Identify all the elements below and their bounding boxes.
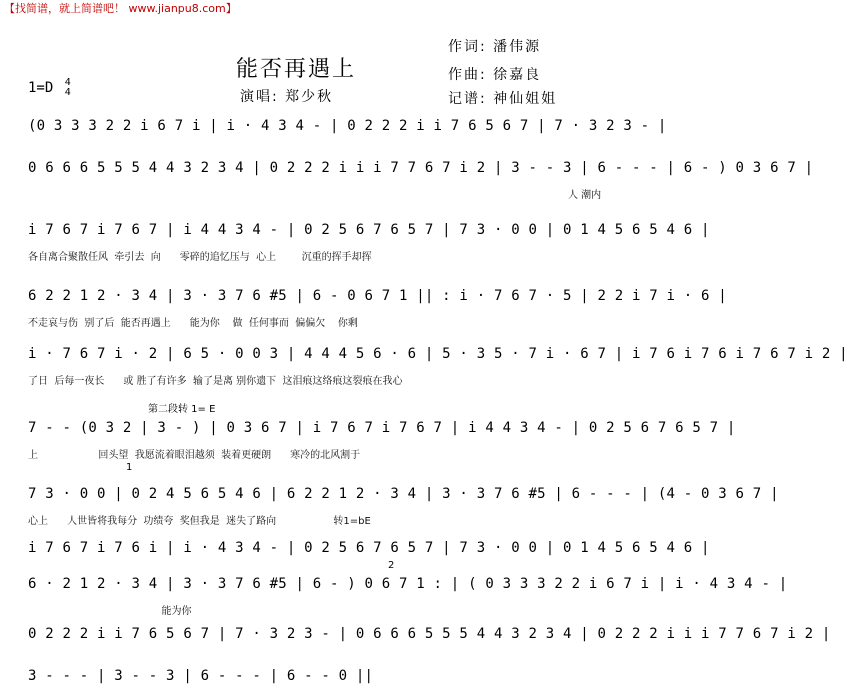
repeat-mark-2: 2	[388, 560, 395, 571]
time-top: 4	[64, 77, 71, 88]
lyrics-row-3: 各自离合聚散任风 牵引去 向 零碎的追忆压与 心上 沉重的挥手却挥	[28, 252, 372, 263]
notes-row-4: 6 2 2 1 2 · 3 4 | 3 · 3 7 6 #5 | 6 - 0 6 7 1 || : i · 7 6 7 · 5 | 2 2 i 7 i · 6 |	[28, 288, 727, 304]
lyricist: 作词: 潘伟源	[448, 39, 542, 55]
composer: 作曲: 徐嘉良	[448, 67, 542, 83]
notes-row-7: 7 3 · 0 0 | 0 2 4 5 6 5 4 6 | 6 2 2 1 2 · 3 4 | 3 · 3 7 6 #5 | 6 - - - | (4 - 0 3 6 7 |	[28, 486, 779, 502]
notes-row-3: i 7 6 7 i 7 6 7 | i 4 4 3 4 - | 0 2 5 6 7 6 5 7 | 7 3 · 0 0 | 0 1 4 5 6 5 4 6 |	[28, 222, 710, 238]
notes-row-11: 3 - - - | 3 - - 3 | 6 - - - | 6 - - 0 ||	[28, 668, 374, 684]
repeat-mark-1: 1	[126, 462, 133, 473]
key-signature	[28, 78, 71, 98]
time-signature	[65, 78, 71, 98]
notes-row-2: 0 6 6 6 5 5 5 4 4 3 2 3 4 | 0 2 2 2 i i i 7 7 6 7 i 2 | 3 - - 3 | 6 - - - | 6 - ) 0 3 6 7 |	[28, 160, 814, 176]
singer: 演唱: 郑少秋	[240, 89, 334, 105]
lyrics-row-2: 人 潮内	[568, 190, 602, 201]
site-banner: 【找简谱，就上简谱吧！ www.jianpu8.com】	[4, 2, 237, 15]
transcriber: 记谱: 神仙姐姐	[448, 91, 558, 107]
notes-row-5: i · 7 6 7 i · 2 | 6 5 · 0 0 3 | 4 4 4 5 6 · 6 | 5 · 3 5 · 7 i · 6 7 | i 7 6 i 7 6 i 7 6 7 i 2 |	[28, 346, 848, 362]
lyrics-row-5: 了日 后每一夜长 或 胜了有许多 输了是离 别你遗下 这泪痕这络痕这裂痕在我心	[28, 376, 403, 387]
section-2-marker: 第二段转 1= E	[148, 404, 216, 415]
lyrics-row-9: 能为你	[28, 606, 192, 617]
notes-row-6: 7 - - (0 3 2 | 3 - ) | 0 3 6 7 | i 7 6 7 i 7 6 7 | i 4 4 3 4 - | 0 2 5 6 7 6 5 7 |	[28, 420, 736, 436]
lyrics-row-4: 不走哀与伤 别了后 能否再遇上 能为你 做 任何事而 偏偏欠 你剩	[28, 318, 358, 329]
notes-row-9: 6 · 2 1 2 · 3 4 | 3 · 3 7 6 #5 | 6 - ) 0 6 7 1 : | ( 0 3 3 3 2 2 i 6 7 i | i · 4 3 4 - |	[28, 576, 788, 592]
time-bottom: 4	[64, 87, 71, 98]
key-value: 1=D	[28, 80, 54, 96]
notes-row-1: (0 3 3 3 2 2 i 6 7 i | i · 4 3 4 - | 0 2 2 2 i i 7 6 5 6 7 | 7 · 3 2 3 - |	[28, 118, 667, 134]
lyrics-row-7: 心上 人世皆将我每分 功绩夸 奖但我是 迷失了路向 转1=bE	[28, 516, 371, 527]
lyrics-row-6: 上 回头望 我愿流着眼泪越须 装着更硬朗 寒冷的北风割于	[28, 450, 361, 461]
notes-row-10: 0 2 2 2 i i 7 6 5 6 7 | 7 · 3 2 3 - | 0 6 6 6 5 5 5 4 4 3 2 3 4 | 0 2 2 2 i i i 7 7 6 7 i 2 |	[28, 626, 831, 642]
notes-row-8: i 7 6 7 i 7 6 i | i · 4 3 4 - | 0 2 5 6 7 6 5 7 | 7 3 · 0 0 | 0 1 4 5 6 5 4 6 |	[28, 540, 710, 556]
song-title: 能否再遇上	[236, 57, 357, 82]
